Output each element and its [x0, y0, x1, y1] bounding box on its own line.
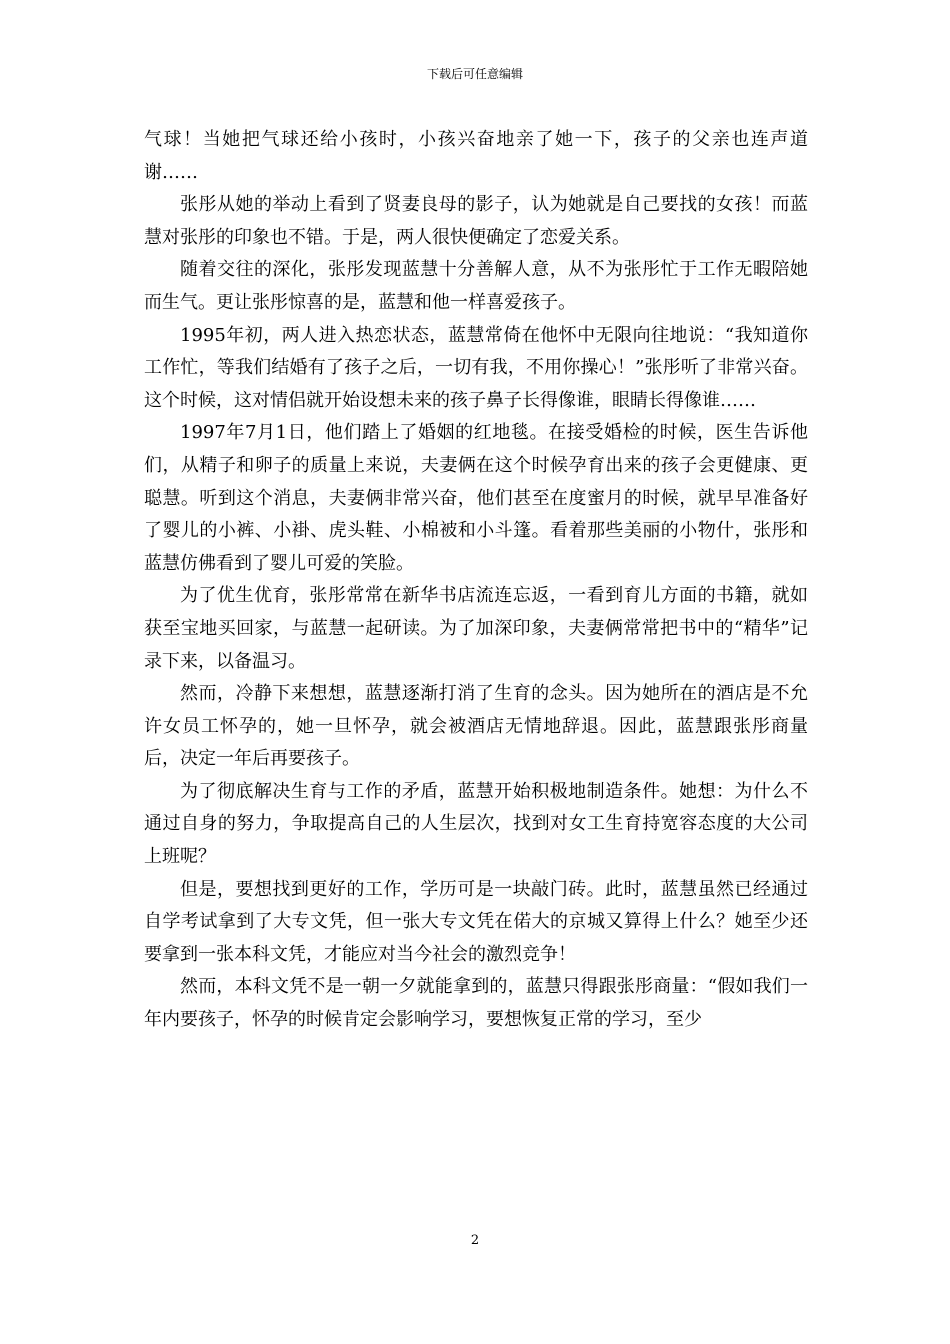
page-number: 2 [470, 1233, 480, 1248]
paragraph: 1995年初，两人进入热恋状态，蓝慧常倚在他怀中无限向往地说：“我知道你工作忙，等我们结婚有了孩子之后，一切有我，不用你操心！”张彤听了非常兴奋。这个时候，这对情侣就开始设想未来的孩子鼻子长得像谁，眼睛长得像谁…… [144, 324, 808, 411]
paragraph: 随着交往的深化，张彤发现蓝慧十分善解人意，从不为张彤忙于工作无暇陪她而生气。更让张彤惊喜的是，蓝慧和他一样喜爱孩子。 [144, 259, 808, 313]
paragraph: 为了彻底解决生育与工作的矛盾，蓝慧开始积极地制造条件。她想：为什么不通过自身的努力，争取提高自己的人生层次，找到对女工生育持宽容态度的大公司上班呢？ [144, 780, 808, 868]
paragraph-continued: 气球！当她把气球还给小孩时，小孩兴奋地亲了她一下，孩子的父亲也连声道谢…… [144, 129, 808, 183]
paragraph: 张彤从她的举动上看到了贤妻良母的影子，认为她就是自己要找的女孩！而蓝慧对张彤的印象也不错。于是，两人很快便确定了恋爱关系。 [144, 194, 808, 248]
paragraph: 1997年7月1日，他们踏上了婚姻的红地毯。在接受婚检的时候，医生告诉他们，从精子和卵子的质量上来说，夫妻俩在这个时候孕育出来的孩子会更健康、更聪慧。听到这个消息，夫妻俩非常兴奋，他们甚至在度蜜月的时候，就早早准备好了婴儿的小裤、小褂、虎头鞋、小棉被和小斗篷。看着那些美丽的小物什，张彤和蓝慧仿佛看到了婴儿可爱的笑脸。 [144, 422, 808, 574]
paragraph: 但是，要想找到更好的工作，学历可是一块敲门砖。此时，蓝慧虽然已经通过自学考试拿到了大专文凭，但一张大专文凭在偌大的京城又算得上什么？她至少还要拿到一张本科文凭，才能应对当今社会的激烈竞争！ [144, 878, 808, 965]
page-header: 下载后可任意编辑 [426, 67, 523, 81]
paragraph: 然而，本科文凭不是一朝一夕就能拿到的，蓝慧只得跟张彤商量：“假如我们一年内要孩子，怀孕的时候肯定会影响学习，要想恢复正常的学习，至少 [144, 976, 808, 1031]
paragraph: 为了优生优育，张彤常常在新华书店流连忘返，一看到育儿方面的书籍，就如获至宝地买回家，与蓝慧一起研读。为了加深印象，夫妻俩常常把书中的“精华”记录下来，以备温习。 [144, 585, 808, 672]
body-text [144, 124, 808, 1037]
paragraph: 然而，冷静下来想想，蓝慧逐渐打消了生育的念头。因为她所在的酒店是不允许女员工怀孕的，她一旦怀孕，就会被酒店无情地辞退。因此，蓝慧跟张彤商量后，决定一年后再要孩子。 [144, 683, 808, 770]
